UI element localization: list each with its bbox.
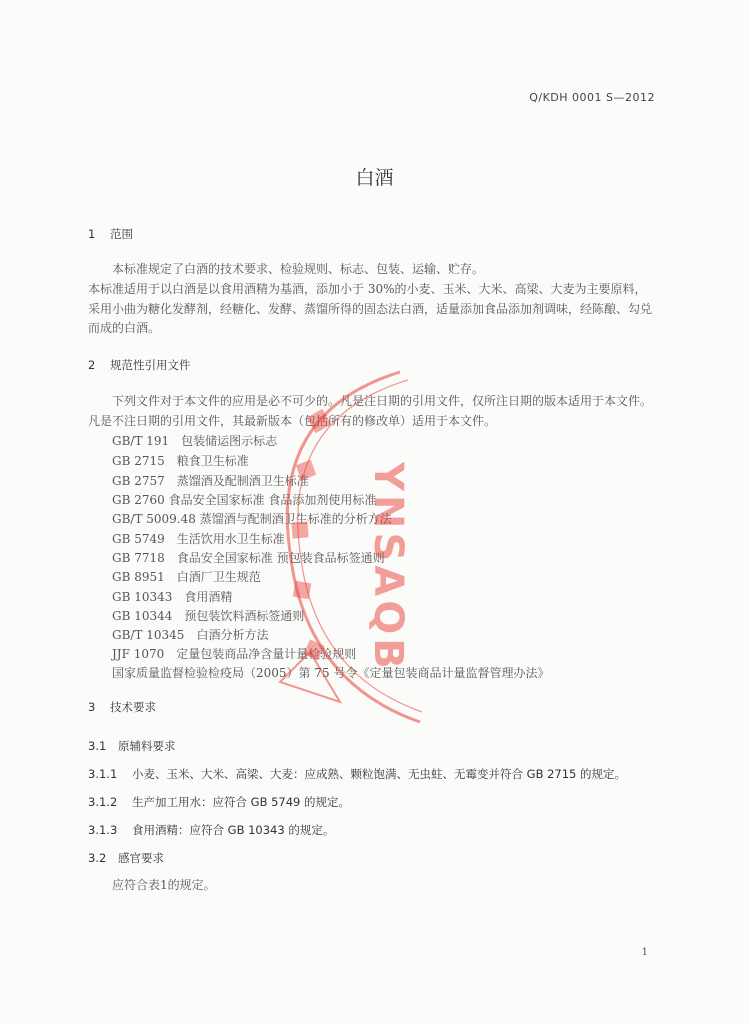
section-2-heading	[88, 357, 191, 373]
section-1-para-1: 本标准规定了白酒的技术要求、检验规则、标志、包装、运输、贮存。	[112, 262, 485, 276]
reference-item: GB 10343 食用酒精	[112, 590, 233, 604]
reference-item: GB 8951 白酒厂卫生规范	[112, 570, 261, 584]
section-1-para-2: 本标准适用于以白酒是以食用酒精为基酒，添加小于 30%的小麦、玉米、大米、高梁、大麦为主要原料，采用小曲为糖化发酵剂，经糖化、发酵、蒸馏所得的固态法白酒，适量添加食品添加剂调味，经陈酿、勾兑而成的白酒。	[88, 282, 653, 335]
clause-number: 3.1.2	[88, 795, 118, 809]
standard-code: Q/KDH 0001 S—2012	[529, 91, 655, 104]
subsection-title: 原辅料要求	[118, 739, 176, 753]
clause-3-1-2	[88, 794, 350, 810]
reference-item: GB 10344 预包装饮料酒标签通则	[112, 609, 305, 623]
document-title: 白酒	[355, 167, 394, 189]
reference-item: GB 2760 食品安全国家标准 食品添加剂使用标准	[112, 493, 377, 507]
reference-item: GB 2757 蒸馏酒及配制酒卫生标准	[112, 474, 309, 488]
reference-item: GB 7718 食品安全国家标准 预包装食品标签通则	[112, 551, 385, 565]
section-1-heading	[88, 226, 133, 242]
subsection-number: 3.2	[88, 851, 107, 865]
subsection-3-2-heading	[88, 850, 164, 866]
reference-item: GB/T 5009.48 蒸馏酒与配制酒卫生标准的分析方法	[112, 512, 392, 526]
clause-3-1-3	[88, 822, 334, 838]
section-number: 1	[88, 227, 96, 241]
clause-number: 3.1.1	[88, 767, 118, 781]
stamp-code-text: YNSAQB	[365, 462, 411, 673]
reference-item: GB/T 191 包装储运图示标志	[112, 434, 278, 448]
clause-number: 3.1.3	[88, 823, 118, 837]
subsection-number: 3.1	[88, 739, 107, 753]
section-3-heading	[88, 699, 156, 715]
reference-item: GB 5749 生活饮用水卫生标准	[112, 532, 285, 546]
reference-item: 国家质量监督检验检疫局（2005）第 75 号令《定量包装商品计量监督管理办法》	[112, 666, 550, 680]
section-title: 技术要求	[110, 700, 156, 714]
section-title: 范围	[110, 227, 133, 241]
section-number: 2	[88, 358, 96, 372]
section-number: 3	[88, 700, 96, 714]
reference-item: GB 2715 粮食卫生标准	[112, 454, 249, 468]
reference-item: GB/T 10345 白酒分析方法	[112, 628, 269, 642]
page-number: 1	[641, 947, 648, 958]
subsection-3-1-heading	[88, 738, 176, 754]
clause-3-1-1	[88, 766, 626, 782]
clause-text: 生产加工用水：应符合 GB 5749 的规定。	[132, 795, 351, 809]
section-title: 规范性引用文件	[110, 358, 191, 372]
subsection-3-2-text: 应符合表1的规定。	[112, 878, 216, 892]
clause-text: 小麦、玉米、大米、高梁、大麦：应成熟、颗粒饱满、无虫蛀、无霉变并符合 GB 2715 的规定。	[132, 767, 627, 781]
reference-item: JJF 1070 定量包装商品净含量计量检验规则	[112, 647, 357, 661]
section-2-intro: 下列文件对于本文件的应用是必不可少的。凡是注日期的引用文件，仅所注日期的版本适用于本文件。凡是不注日期的引用文件，其最新版本（包括所有的修改单）适用于本文件。	[88, 394, 653, 428]
subsection-title: 感官要求	[118, 851, 164, 865]
clause-text: 食用酒精：应符合 GB 10343 的规定。	[132, 823, 335, 837]
